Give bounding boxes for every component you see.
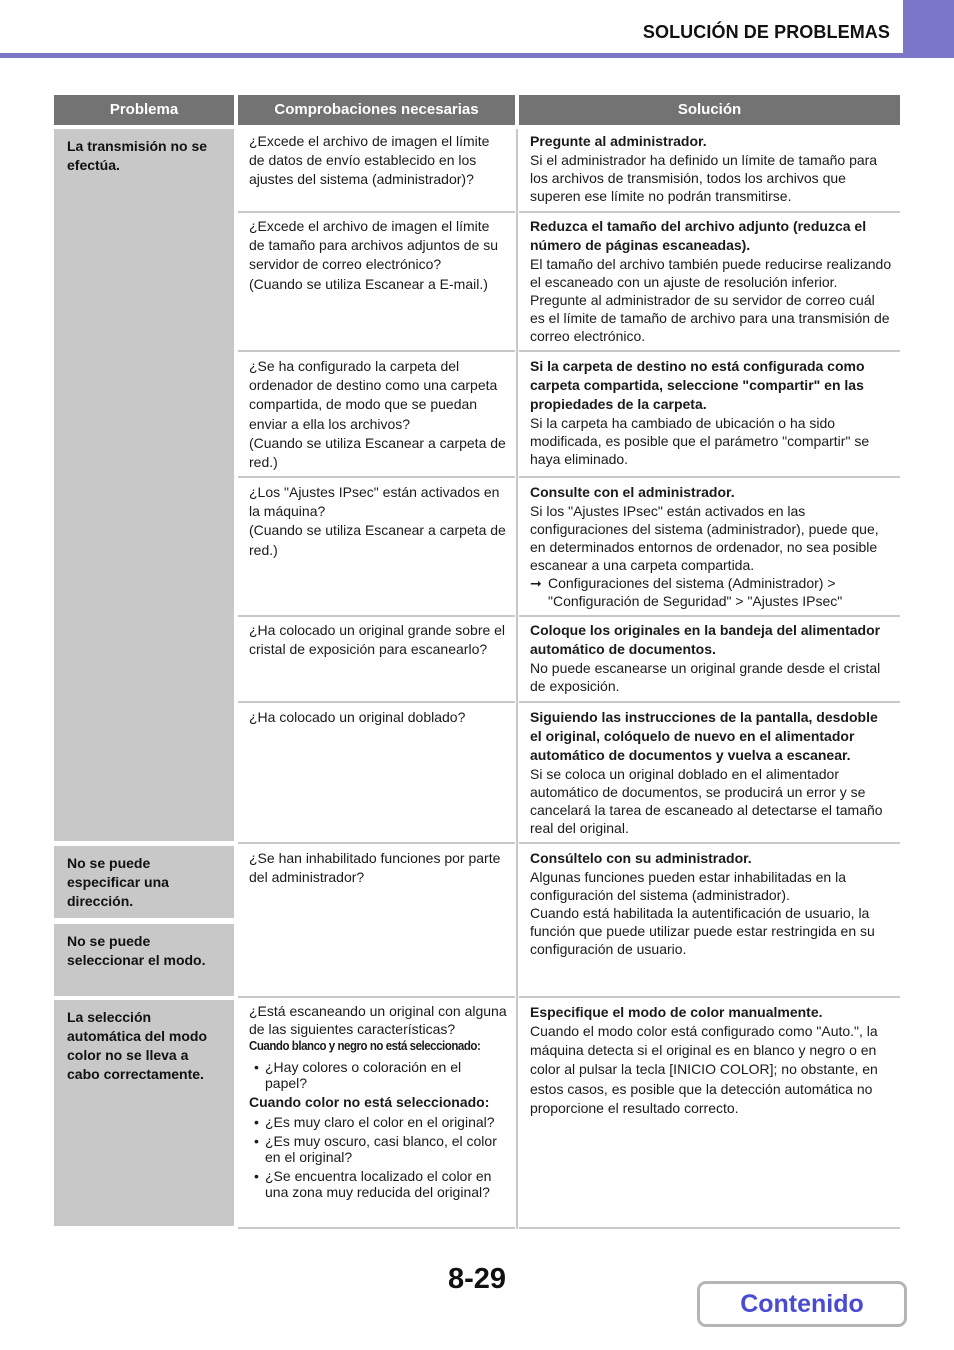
problem-cell: La transmisión no se efectúa. <box>54 129 234 841</box>
arrow-right-icon: ➞ <box>530 575 542 591</box>
problem-cell: La selección automática del modo color no se lleva a cabo correctamente. <box>54 1000 234 1226</box>
row-divider <box>519 350 900 352</box>
solution-text: Cuando el modo color está configurado como "Auto.", la máquina detecta si el original es en blanco y negro o en color al pulsar la tecla [INICIO COLOR]; no obstante, en estos casos, es posible que la detección automática no proporcione el resultado correcto. <box>530 1023 878 1116</box>
row-divider <box>519 615 900 617</box>
row-divider <box>238 701 515 703</box>
check-text: ¿Se ha configurado la carpeta del ordenador de destino como una carpeta compartida, de modo que se puedan enviar a ella los archivos? <box>249 358 498 432</box>
check-text: ¿Excede el archivo de imagen el límite de tamaño para archivos adjuntos de su servidor de correo electrónico? <box>249 218 499 273</box>
solution-text: Si se coloca un original doblado en el alimentador automático de documentos, se producirá un error y se cancelará la tarea de escaneado al detectarse el tamaño real del original. <box>530 766 883 836</box>
row-divider <box>519 701 900 703</box>
row-divider <box>519 1227 900 1229</box>
row-divider <box>519 476 900 478</box>
solution-text: Cuando está habilitada la autentificación de usuario, la función que puede utilizar puede estar restringida en su configuración de usuario. <box>530 905 875 957</box>
solution-heading: Especifique el modo de color manualmente. <box>530 1004 823 1020</box>
header-accent-block <box>903 0 954 54</box>
solution-heading: Coloque los originales en la bandeja del alimentador automático de documentos. <box>530 622 881 657</box>
contents-button[interactable]: Contenido <box>697 1281 907 1327</box>
column-header-problem: Problema <box>54 95 234 125</box>
row-divider <box>238 476 515 478</box>
solution-heading: Reduzca el tamaño del archivo adjunto (reduzca el número de páginas escaneadas). <box>530 218 867 253</box>
check-cell <box>249 621 507 659</box>
solution-cell <box>530 621 892 695</box>
reference-link[interactable] <box>530 574 892 610</box>
list-item: • ¿Es muy oscuro, casi blanco, el color en el original? <box>249 1133 507 1166</box>
row-divider <box>238 842 515 844</box>
check-text: ¿Excede el archivo de imagen el límite de datos de envío establecido en los ajustes del sistema (administrador)? <box>249 133 490 188</box>
check-subheading: Cuando color no está seleccionado: <box>249 1093 490 1110</box>
solution-text: Algunas funciones pueden estar inhabilitadas en la configuración del sistema (administrador). <box>530 869 847 903</box>
solution-heading: Si la carpeta de destino no está configurada como carpeta compartida, seleccione "compartir" en las propiedades de la carpeta. <box>530 358 865 412</box>
page-number: 8-29 <box>447 1263 507 1295</box>
row-divider <box>238 615 515 617</box>
solution-heading: Pregunte al administrador. <box>530 133 707 149</box>
check-cell <box>249 849 507 887</box>
header-rule <box>0 53 954 58</box>
check-subheading: Cuando blanco y negro no está seleccionado: <box>249 1039 481 1053</box>
solution-text: Si la carpeta ha cambiado de ubicación o ha sido modificada, es posible que el parámetro "compartir" se haya eliminado. <box>530 415 870 467</box>
solution-cell <box>530 849 892 958</box>
check-cell <box>249 708 507 727</box>
solution-heading: Consúltelo con su administrador. <box>530 850 752 866</box>
check-cell <box>249 132 507 190</box>
solution-text: El tamaño del archivo también puede reducirse realizando el escaneado con un ajuste de resolución inferior. Pregunte al administrador de su servidor de correo cuál es el límite de tamaño de archivo para una transmisión de correo electrónico. <box>530 256 892 344</box>
check-cell <box>249 217 507 294</box>
problem-cell: No se puede especificar una dirección. <box>54 846 234 918</box>
check-text: ¿Ha colocado un original grande sobre el cristal de exposición para escanearlo? <box>249 622 506 658</box>
reference-text: Configuraciones del sistema (Administrador) > "Configuración de Seguridad" > "Ajustes IPsec" <box>548 575 843 609</box>
check-text: ¿Está escaneando un original con alguna de las siguientes características? <box>249 1003 507 1037</box>
solution-cell <box>530 357 892 468</box>
row-divider <box>519 996 900 998</box>
row-divider <box>519 842 900 844</box>
row-divider <box>238 211 515 213</box>
list-item: • ¿Es muy claro el color en el original? <box>249 1114 507 1131</box>
solution-cell <box>530 483 892 610</box>
column-header-checks: Comprobaciones necesarias <box>238 95 515 125</box>
solution-text: Si el administrador ha definido un límite de tamaño para los archivos de transmisión, todos los archivos que superen ese límite no podrán transmitirse. <box>530 152 878 204</box>
solution-text: No puede escanearse un original grande desde el cristal de exposición. <box>530 660 881 694</box>
row-divider <box>238 350 515 352</box>
check-cell <box>249 357 507 472</box>
solution-heading: Consulte con el administrador. <box>530 484 735 500</box>
check-note: (Cuando se utiliza Escanear a carpeta de red.) <box>249 522 506 558</box>
section-title: SOLUCIÓN DE PROBLEMAS <box>642 22 890 42</box>
check-cell <box>249 1003 507 1203</box>
solution-cell <box>530 1003 892 1118</box>
solution-cell <box>530 132 892 205</box>
check-text: ¿Ha colocado un original doblado? <box>249 709 466 725</box>
row-divider <box>519 211 900 213</box>
row-divider <box>238 996 515 998</box>
check-list <box>249 1114 507 1201</box>
check-text: ¿Los "Ajustes IPsec" están activados en la máquina? <box>249 484 500 520</box>
column-divider <box>516 129 518 1229</box>
row-divider <box>238 1227 515 1229</box>
solution-cell <box>530 708 892 837</box>
solution-cell <box>530 217 892 345</box>
check-note: (Cuando se utiliza Escanear a E-mail.) <box>249 275 488 292</box>
check-text: ¿Se han inhabilitado funciones por parte del administrador? <box>249 850 501 886</box>
column-header-solution: Solución <box>519 95 900 125</box>
solution-text: Si los "Ajustes IPsec" están activados en las configuraciones del sistema (administrador), puede que, en determinados entornos de ordenador, no sea posible escanear a una carpeta compartida. <box>530 503 879 573</box>
list-item: • ¿Se encuentra localizado el color en una zona muy reducida del original? <box>249 1168 507 1201</box>
check-cell <box>249 483 507 560</box>
check-list <box>249 1059 507 1092</box>
solution-heading: Siguiendo las instrucciones de la pantalla, desdoble el original, colóquelo de nuevo en el alimentador automático de documentos y vuelva a escanear. <box>530 709 878 763</box>
check-note: (Cuando se utiliza Escanear a carpeta de red.) <box>249 434 506 471</box>
list-item: • ¿Hay colores o coloración en el papel? <box>249 1059 507 1092</box>
problem-cell: No se puede seleccionar el modo. <box>54 924 234 996</box>
